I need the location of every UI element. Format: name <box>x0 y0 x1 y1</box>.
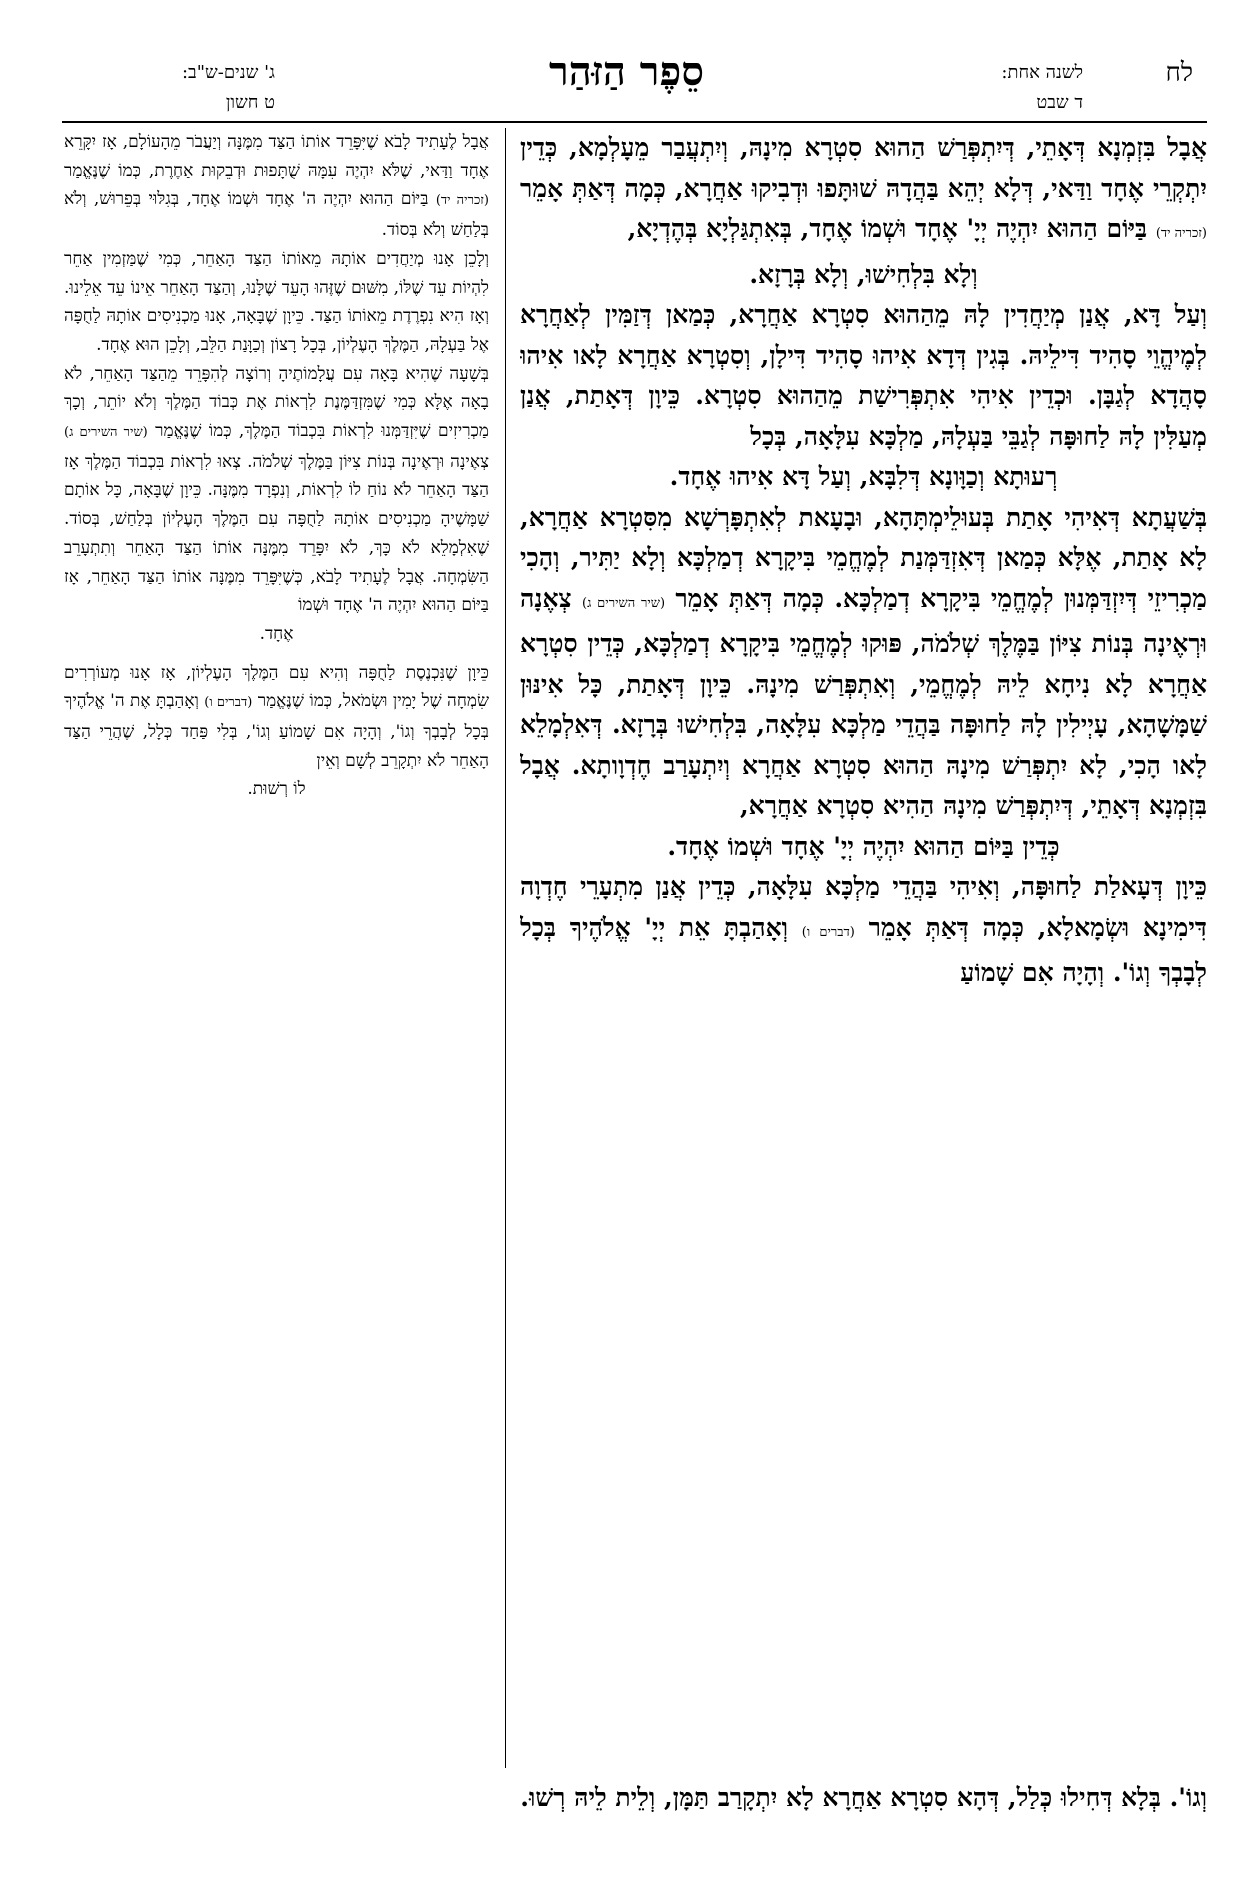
side-paragraph-4-end: לוֹ רְשׁוּת. <box>247 779 306 800</box>
source-reference: (דברים ו) <box>204 695 253 711</box>
schedule-date-left: ט חשון <box>225 92 275 113</box>
source-reference: (זכריה יד) <box>1155 226 1207 241</box>
side-paragraph-3: בְּשָׁעָה שֶׁהִיא בָּאָה עִם עֲלָמוֹתֶיהָ וְרוֹצָה לְהִפָּרֵד מֵהַצַּד הָאַחֵר, לֹא בָאָה אֶלָּא כְּמִי שֶׁמִּזְדַּמֶּנֶת לִרְאוֹת אֶת כְּבוֹד הַמֶּלֶךְ וְלֹא יוֹתֵר, וְכָךְ מַכְרִיזִים שֶׁיִּזְדַּמְּנוּ לִרְאוֹת בִּכְבוֹד הַמֶּלֶךְ, כְּמוֹ שֶׁנֶּאֱמַר (שיר השירים ג) צְאֶינָה וּרְאֶינָה בְּנוֹת צִיּוֹן בַּמֶּלֶךְ שְׁלֹמֹה. צְאוּ לִרְאוֹת בִּכְבוֹד הַמֶּלֶךְ אָז הַצַּד הָאַחֵר לֹא נוֹחַ לוֹ לִרְאוֹת, וְנִפְרָד מִמֶּנָּה. כֵּיוָן שֶׁבָּאָה, כָּל אוֹתָם שַׁמָּשֶׁיהָ מַכְנִיסִים אוֹתָהּ לַחֻפָּה עִם הַמֶּלֶךְ הָעֶלְיוֹן בְּלַחַשׁ, בְּסוֹד. שֶׁאִלְמָלֵא לֹא כָּךְ, לֹא יִפָּרֵד מִמֶּנָּה אוֹתוֹ הַצַּד הָאַחֵר וְתִתְעָרֵב הַשִּׂמְחָה. אֲבָל לֶעָתִיד לָבֹא, כְּשֶׁיִּפָּרֵד מִמֶּנָּה אוֹתוֹ הַצַּד הָאַחֵר, אָז בַּיּוֹם הַהוּא יִהְיֶה ה' אֶחָד וּשְׁמוֹ <box>64 363 489 616</box>
source-reference: (דברים ו) <box>801 924 855 940</box>
page-number: לח <box>1165 58 1193 88</box>
side-paragraph-2: וְלָכֵן אָנוּ מְיַחֲדִים אוֹתָהּ מֵאוֹתוֹ הַצַּד הָאַחֵר, כְּמִי שֶׁמַּזְמִין אַחֵר לִהְיוֹת עֵד שֶׁלּוֹ, מִשּׁוּם שֶׁזֶּהוּ הָעֵד שֶׁלָּנוּ, וְהַצַּד הָאַחֵר אֵינוֹ עֵד אֵלֵינוּ. וְאָז הִיא נִפְרֶדֶת מֵאוֹתוֹ הַצַּד. כֵּיוָן שֶׁבָּאָה, אָנוּ מַכְנִיסִים אוֹתָהּ לַחֻפָּה אֶל בַּעְלָהּ, הַמֶּלֶךְ הָעֶלְיוֹן, בְּכָל רָצוֹן וְכַוָּנַת הַלֵּב, וְלָכֵן הוּא אֶחָד. <box>64 248 489 355</box>
main-paragraph-1-end: וְלָא בִּלְחִישׁוּ, וְלָא בְּרָזָא. <box>749 259 978 289</box>
main-paragraph-2: וְעַל דָּא, אֲנַן מְיַחֲדִין לָהּ מֵהַהוּא סִטְרָא אַחֲרָא, כְּמַאן דְּזַמִּין לְאַחֲרָא לְמֶיהֱוֵי סָהִיד דִּילֵיהּ. בְּגִין דְּדָא אִיהוּ סָהִיד דִּילָן, וְסִטְרָא אַחֲרָא לָאו אִיהוּ סָהֲדָא לְגַבָּן. וּכְדֵין אִיהִי אִתְפְּרִישַׁת מֵהַהוּא סִטְרָא. כֵּיוָן דְּאָתַת, אֲנַן מְעַלִּין לָהּ לַחוּפָּה לְגַבֵּי בַּעְלָהּ, מַלְכָּא עִלָּאָה, בְּכָל <box>520 300 1207 451</box>
source-reference: (שיר השירים ג) <box>64 425 148 441</box>
main-paragraph-4: כֵּיוָן דְּעָאלַת לַחוּפָּה, וְאִיהִי בַּהֲדֵי מַלְכָּא עִלָּאָה, כְּדֵין אֲנַן מִתְעָרֵי חֶדְוָה דִּימִינָא וּשְׂמָאלָא, כְּמָה דְּאַתְּ אָמֵר (דברים ו) וְאָהַבְתָּ אֵת יְיָ' אֱלֹהֶיךָ בְּכָל לְבָבְךָ וְגוֹ'. וְהָיָה אִם שָׁמוֹעַ <box>520 872 1207 987</box>
column-divider <box>505 128 506 1768</box>
schedule-date: ד שבט <box>1036 92 1083 113</box>
aramaic-main-text <box>520 128 1207 1768</box>
schedule-label-left: ג' שנים-ש"ב: <box>181 62 275 83</box>
page-header <box>0 0 1253 120</box>
header-rule <box>62 121 1207 123</box>
source-reference: (שיר השירים ג) <box>582 595 666 611</box>
main-paragraph-3: בְּשַׁעֲתָא דְּאִיהִי אָתַת בְּעוּלֵימְתָּהָא, וּבָעָאת לְאִתְפָּרְשָׁא מִסִּטְרָא אַחֲרָא, לָא אָתַת, אֶלָּא כְּמַאן דְּאִזְדַּמְּנַת לְמֶחֱמֵי בִּיקָרָא דְמַלְכָּא וְלָא יַתִּיר, וְהָכִי מַכְרִיזֵי דְּיִזְדַּמְּנוּן לְמֶחֱמֵי בִּיקָרָא דְמַלְכָּא. כְּמָה דְּאַתְּ אָמֵר (שיר השירים ג) צְאֶנָה וּרְאֶינָה בְּנוֹת צִיּוֹן בַּמֶּלֶךְ שְׁלֹמֹה, פּוּקוּ לְמֶחֱמֵי בִּיקָרָא דְמַלְכָּא, כְּדֵין סִטְרָא אַחֲרָא לָא נִיחָא לֵיהּ לְמֶחֱמֵי, וְאִתְפְּרַשׁ מִינָהּ. כֵּיוָן דְּאָתַת, כָּל אִינּוּן שַׁמָּשָׁהָא, עָיְילִין לָהּ לַחוּפָּה בַּהֲדֵי מַלְכָּא עִלָּאָה, בִּלְחִישׁוּ בְּרָזָא. דְּאִלְמָלֵא לָאו הָכִי, לָא יִתְפְּרַשׁ מִינָהּ הַהוּא סִטְרָא אַחֲרָא וְיִתְעָרַב חֶדְוָותָא. אֲבָל בִּזְמְנָא דְּאָתֵי, דְּיִתְפְּרַשׁ מִינָהּ הַהִיא סִטְרָא אַחֲרָא, <box>520 502 1207 820</box>
side-paragraph-3-end: אֶחָד. <box>259 623 294 644</box>
source-reference: (זכריה יד) <box>435 193 489 209</box>
paragraph-gap <box>64 649 489 659</box>
study-schedule-three-years <box>105 58 275 118</box>
main-paragraph-3-end: כְּדֵין בַּיּוֹם הַהוּא יִהְיֶה יְיָ' אֶחָד וּשְׁמוֹ אֶחָד. <box>667 831 1060 861</box>
hebrew-translation-column <box>64 128 489 1768</box>
main-paragraph-2-end: רְעוּתָא וְכַוָּונָא דְּלִבָּא, וְעַל דָּא אִיהוּ אֶחָד. <box>669 462 1058 491</box>
main-text-bottom-line: וְגוֹ'. בְּלָא דְּחִילוּ כְּלַל, דְּהָא סִטְרָא אַחֲרָא לָא יִתְקָרַב תַּמָּן, וְלֵית לֵיהּ רְשׁוּ. <box>520 1783 1207 1812</box>
side-paragraph-1: אֲבָל לֶעָתִיד לָבֹא שֶׁיִּפָּרֵד אוֹתוֹ הַצַּד מִמֶּנָּה וְיַעֲבֹר מֵהָעוֹלָם, אָז יִקָּרֵא אֶחָד וַדַּאי, שֶׁלֹּא יִהְיֶה עִמָּהּ שֻׁתָּפוּת וּדְבֵקוּת אַחֶרֶת, כְּמוֹ שֶׁנֶּאֱמַר (זכריה יד) בַּיּוֹם הַהוּא יִהְיֶה ה' אֶחָד וּשְׁמוֹ אֶחָד, בְּגִלּוּי בְּפֵרוּשׁ, וְלֹא בְּלַחַשׁ וְלֹא בְּסוֹד. <box>64 132 489 241</box>
book-title: סֵפֶר הַזּהַר <box>549 48 704 95</box>
main-paragraph-1: אֲבָל בִּזְמְנָא דְּאָתֵי, דְּיִתְפְּרַשׁ הַהוּא סִטְרָא מִינָהּ, וְיִתְעֲבַר מֵעָלְמָא, כְּדֵין יִתְקְרֵי אֶחָד וַדַּאי, דְּלָא יְהֵא בַּהֲדָהּ שׁוּתָּפוּ וּדְבִיקוּ אַחֲרָא, כְּמָה דְּאַתְּ אָמֵר (זכריה יד) בַּיּוֹם הַהוּא יִהְיֶה יְיָ' אֶחָד וּשְׁמוֹ אֶחָד, בְּאִתְגַּלְיָא בְּהֶדְיָא, <box>520 133 1207 243</box>
side-paragraph-4: כֵּיוָן שֶׁנִּכְנֶסֶת לַחֻפָּה וְהִיא עִם הַמֶּלֶךְ הָעֶלְיוֹן, אָז אָנוּ מְעוֹרְרִים שִׂמְחָה שֶׁל יָמִין וּשְׂמֹאל, כְּמוֹ שֶׁנֶּאֱמַר (דברים ו) וְאָהַבְתָּ אֶת ה' אֱלֹהֶיךָ בְּכָל לְבָבְךָ וְגוֹ', וְהָיָה אִם שָׁמוֹעַ וְגוֹ', בְּלִי פַּחַד כְּלָל, שֶׁהֲרֵי הַצַּד הָאַחֵר לֹא יִתְקָרֵב לְשָׁם וְאֵין <box>64 662 489 771</box>
schedule-label: לשנה אחת: <box>1001 62 1083 83</box>
